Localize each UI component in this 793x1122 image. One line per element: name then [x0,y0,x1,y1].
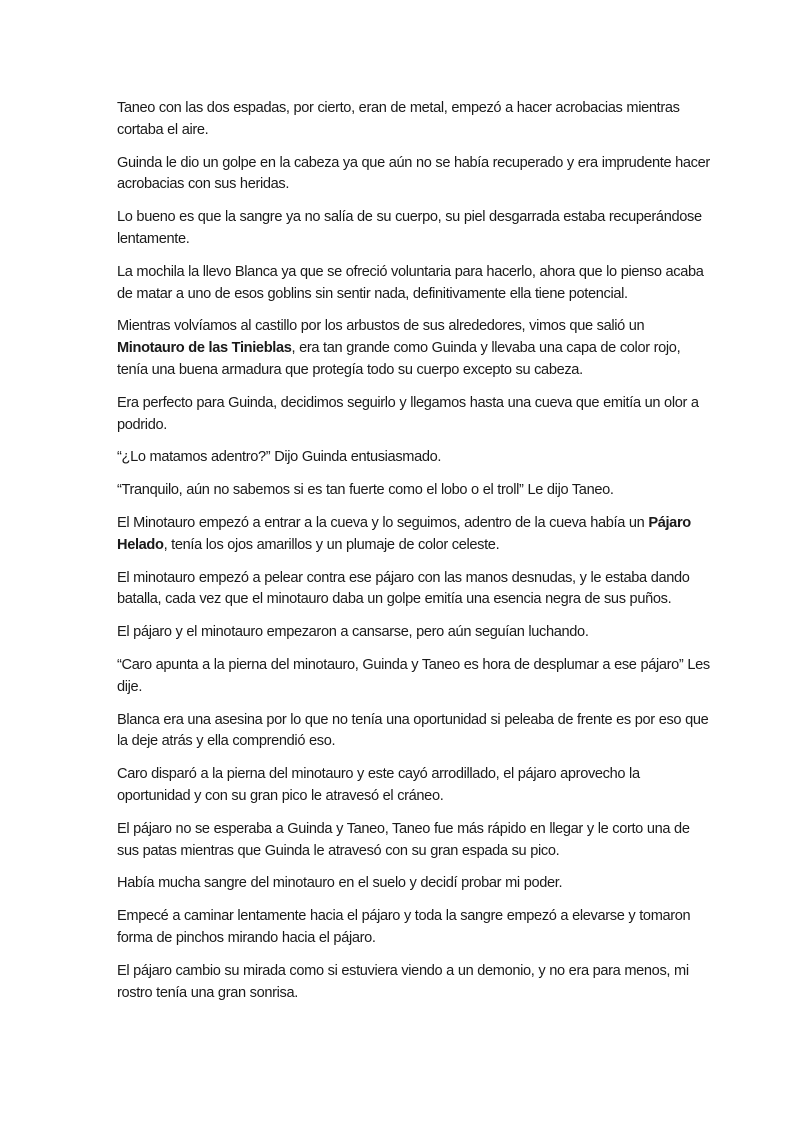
paragraph-text: , era tan grande como Guinda y llevaba una capa de color rojo, tenía una buena armadura que protegía todo su cuerpo excepto su cabeza. [117,340,681,378]
paragraph-5 [117,316,711,381]
paragraph-text: Había mucha sangre del minotauro en el suelo y decidí probar mi poder. [117,875,563,892]
paragraph-9 [117,513,711,557]
paragraph-text: La mochila la llevo Blanca ya que se ofreció voluntaria para hacerlo, ahora que lo pienso acaba de matar a uno de esos goblins sin sentir nada, definitivamente ella tiene potencial. [117,263,704,302]
paragraph-13 [117,710,711,754]
paragraph-10 [117,568,711,612]
paragraph-text: Blanca era una asesina por lo que no tenía una oportunidad si peleaba de frente es por eso que la deje atrás y ella comprendió eso. [117,711,709,750]
paragraph-4 [117,262,711,306]
paragraph-text: Guinda le dio un golpe en la cabeza ya que aún no se había recuperado y era imprudente hacer acrobacias con sus heridas. [117,154,710,193]
bold-term: Minotauro de las Tinieblas [117,340,292,357]
paragraph-text: Lo bueno es que la sangre ya no salía de su cuerpo, su piel desgarrada estaba recuperándose lentamente. [117,209,702,247]
paragraph-14 [117,764,711,808]
paragraph-8 [117,480,711,502]
paragraph-text: Era perfecto para Guinda, decidimos seguirlo y llegamos hasta una cueva que emitía un olor a podrido. [117,394,699,433]
paragraph-text: Mientras volvíamos al castillo por los arbustos de sus alrededores, vimos que salió un [117,318,645,335]
paragraph-text: El pájaro y el minotauro empezaron a cansarse, pero aún seguían luchando. [117,624,589,641]
paragraph-6 [117,393,711,437]
paragraph-11 [117,622,711,644]
paragraph-15 [117,819,711,863]
paragraph-17 [117,906,711,950]
paragraph-7 [117,447,711,469]
bold-term: Pájaro Helado [117,514,691,553]
paragraph-2 [117,153,711,197]
paragraph-16 [117,873,711,895]
paragraph-text: Empecé a caminar lentamente hacia el pájaro y toda la sangre empezó a elevarse y tomaron forma de pinchos mirando hacia el pájaro. [117,908,691,946]
paragraph-text: , tenía los ojos amarillos y un plumaje de color celeste. [163,536,500,553]
paragraph-text: “¿Lo matamos adentro?” Dijo Guinda entusiasmado. [117,449,442,466]
paragraph-1 [117,98,711,142]
paragraph-18 [117,961,711,1005]
paragraph-text: Taneo con las dos espadas, por cierto, eran de metal, empezó a hacer acrobacias mientras cortaba el aire. [117,100,680,138]
paragraph-text: Caro disparó a la pierna del minotauro y este cayó arrodillado, el pájaro aprovecho la oportunidad y con su gran pico le atravesó el cráneo. [117,766,640,804]
paragraph-text: El minotauro empezó a pelear contra ese pájaro con las manos desnudas, y le estaba dando batalla, cada vez que el minotauro daba un golpe emitía una esencia negra de sus puños. [117,569,690,608]
paragraph-12 [117,655,711,699]
paragraph-text: El pájaro no se esperaba a Guinda y Taneo, Taneo fue más rápido en llegar y le corto una de sus patas mientras que Guinda le atravesó con su gran espada su pico. [117,820,690,859]
paragraph-text: “Tranquilo, aún no sabemos si es tan fuerte como el lobo o el troll” Le dijo Taneo. [117,482,614,499]
paragraph-3 [117,207,711,251]
paragraph-text: El pájaro cambio su mirada como si estuviera viendo a un demonio, y no era para menos, mi rostro tenía una gran sonrisa. [117,962,689,1001]
paragraph-text: El Minotauro empezó a entrar a la cueva y lo seguimos, adentro de la cueva había un [117,514,649,531]
paragraph-text: “Caro apunta a la pierna del minotauro, Guinda y Taneo es hora de desplumar a ese pájaro” Les dije. [117,656,710,695]
